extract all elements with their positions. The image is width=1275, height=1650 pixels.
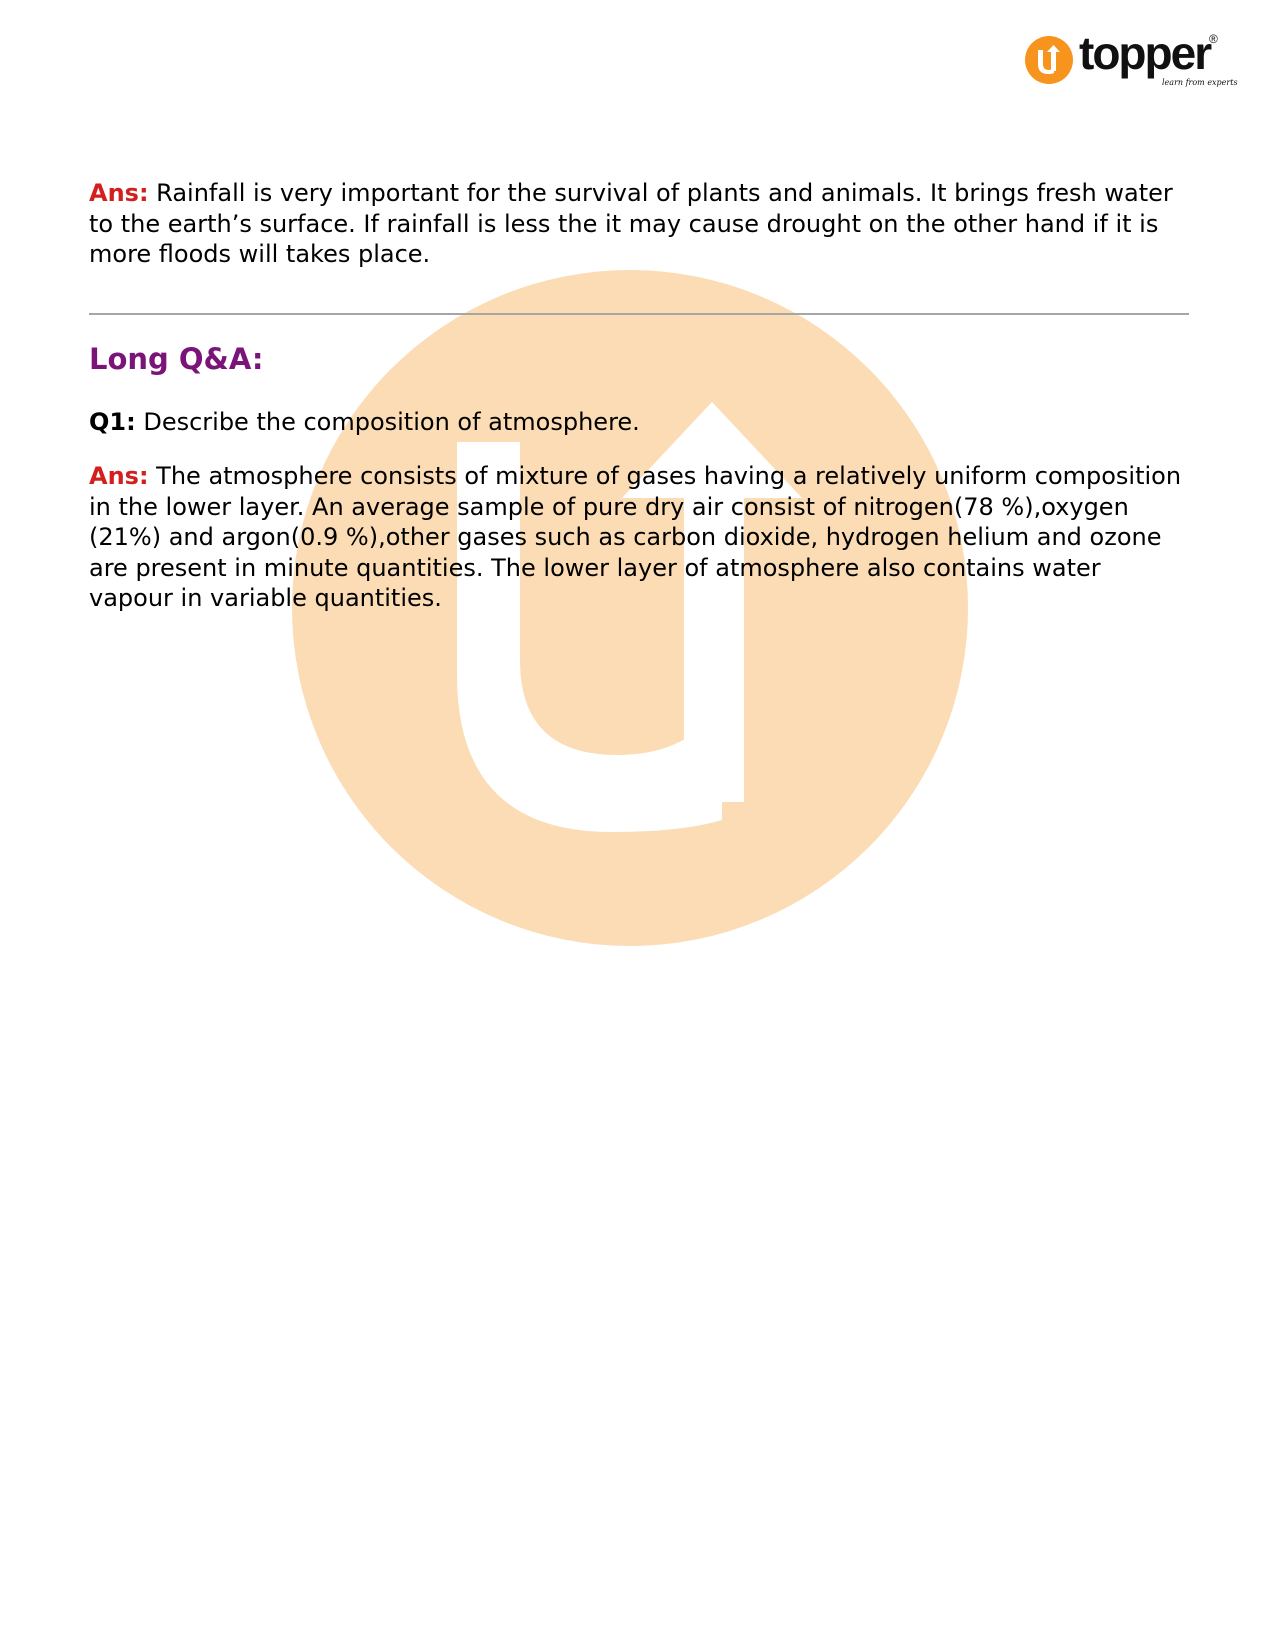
registered-mark: ® [1209,32,1218,46]
question-label: Q1: [89,408,136,436]
brand-name: topper [1079,27,1211,79]
u-arrow-icon [1025,36,1073,84]
question-text: Describe the composition of atmosphere. [135,408,640,436]
brand-logo-circle [1025,36,1073,84]
section-heading: Long Q&A: [89,342,264,376]
section-divider [89,313,1189,315]
answer-label: Ans: [89,179,149,207]
answer-text: Rainfall is very important for the survival of plants and animals. It brings fresh water to the earth’s surface. If rainfall is less the it may cause drought on the other hand if it is more floods will takes place. [89,179,1173,268]
brand-logo [1025,27,1245,92]
brand-tagline: learn from experts [1162,78,1238,87]
answer-text: The atmosphere consists of mixture of gases having a relatively uniform composition in the lower layer. An average sample of pure dry air consist of nitrogen(78 %),oxygen (21%) and argon(0.9 %),other gases such as carbon dioxide, hydrogen helium and ozone are present in minute quantities. The lower layer of atmosphere also contains water vapour in variable quantities. [89,462,1182,612]
question-paragraph [89,407,1189,438]
answer-label: Ans: [89,462,149,490]
short-answer-paragraph [89,178,1189,270]
short-answer-block [89,178,1189,270]
long-answer-paragraph [89,461,1189,614]
